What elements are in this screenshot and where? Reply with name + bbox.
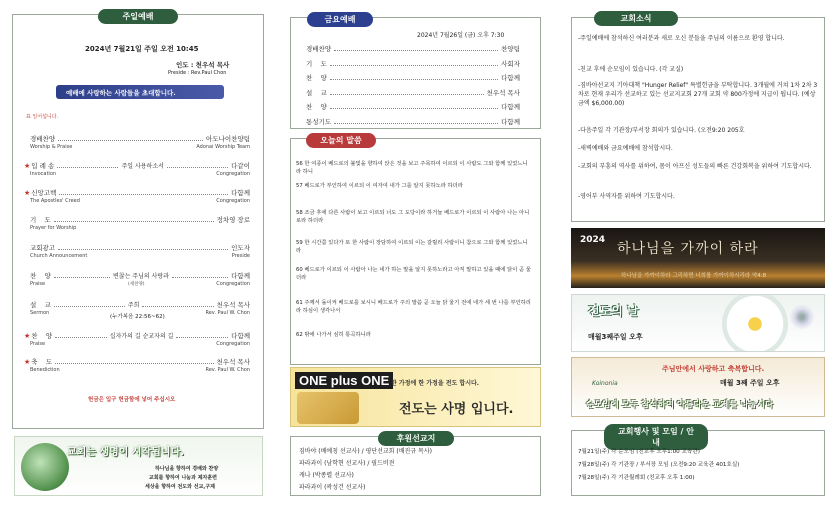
order-item: [24, 188, 250, 204]
friday-order-label: 기 도: [306, 59, 327, 68]
verse-line: 62 밖에 나가서 심히 통곡하니라: [296, 332, 371, 338]
order-label: 신앙고백: [31, 189, 57, 197]
draw-near-sub: 하나님을 가까이하라 그리하면 너희를 가까이하시리라 약4:8: [621, 273, 767, 279]
standing-note: 표 일어섭니다.: [26, 114, 59, 120]
news-item: -교회의 부흥의 역사를 위하여, 몸이 아프신 성도들의 빠른 건강회복을 위하여 기도합시다.: [578, 163, 812, 170]
leader-dots: [57, 167, 118, 168]
evangelism-title: 전도의 날: [588, 304, 639, 318]
news-item: -새벽예배와 금요예배에 참석합시다.: [578, 145, 673, 152]
news-item: -다음주일 각 기관장/부서장 회의가 있습니다. (오전9:20 205호: [578, 127, 745, 134]
news-item: -친교 후에 순모임이 있습니다. (각 교실): [578, 66, 684, 73]
news-item: -영어부 사역자를 위하여 기도합시다.: [578, 193, 675, 200]
friday-order-value: 찬양팀: [501, 45, 520, 53]
order-label: 교회광고: [30, 244, 56, 252]
verse-line: 58 조금 후에 다른 사람이 보고 이르되 너도 그 도당이라 하거늘 베드로가 이르되 이 사람아 나는 아니로라 하더라: [296, 210, 530, 225]
evangelism-banner: [571, 294, 825, 352]
leader-dots: [176, 337, 228, 338]
leader-dots: [55, 363, 213, 364]
family-image: [297, 392, 359, 424]
leader-dots: [334, 50, 498, 51]
stand-star-icon: ★: [24, 358, 31, 366]
order-item: [24, 357, 250, 373]
friday-order-value: 다함께: [501, 103, 520, 111]
preacher: 인도 : 천우석 목사: [176, 61, 230, 69]
order-label: 입 례 송: [31, 162, 55, 170]
koinonia-mid: 매월 3째 주일 오후: [720, 379, 780, 387]
order-item: [30, 215, 250, 231]
order-label: 기 도: [30, 216, 51, 224]
friday-order-label: 경배찬양: [306, 45, 332, 53]
leader-dots: [330, 79, 498, 80]
verse-line: 61 주께서 돌이켜 베드로를 보시니 베드로가 주의 말씀 곧 오늘 닭 울기 전에 네가 세 번 나를 부인하리라 하심이 생각나서: [296, 300, 531, 315]
order-leader: 천우석 목사: [216, 301, 251, 309]
order-label-en: Church Announcement: [30, 253, 88, 259]
friday-order-item: [306, 44, 520, 53]
order-leader: 다함께: [231, 332, 251, 340]
leader-dots: [330, 65, 498, 66]
order-label-en: Praise: [30, 341, 46, 347]
order-title: 변찮는 주님의 사랑과: [113, 273, 169, 280]
sunday-worship-title: 주일예배: [98, 9, 178, 24]
order-leader: 다같이: [231, 162, 250, 170]
order-leader: 다함께: [231, 272, 250, 280]
event-item: 7월28일(주) 각 기관장 / 부서장 모임 (오전9:20 교육관 401호실): [578, 462, 740, 468]
leader-dots: [167, 167, 228, 168]
order-leader: 다함께: [231, 189, 250, 197]
koinonia-banner: [571, 357, 825, 417]
order-leader-en: Congregation: [216, 281, 250, 287]
one-plus-one-main: 전도는 사명 입니다.: [399, 402, 514, 417]
one-plus-one-banner: [290, 367, 541, 427]
friday-order-item: [306, 88, 520, 97]
mission-item: 파라과이 (곽성건 선교사): [299, 484, 366, 491]
friday-worship-title: 금요예배: [307, 12, 373, 27]
draw-near-banner: [571, 228, 825, 288]
order-label: 경배찬양: [30, 135, 56, 143]
preside: Preside : Rev.Paul Chon: [168, 70, 227, 76]
order-leader: 인도자: [231, 244, 250, 252]
leader-dots: [172, 277, 228, 278]
order-label: 찬 양: [30, 272, 51, 280]
friday-order-item: [306, 59, 520, 68]
events-title: 교회행사 및 모임 / 안내: [604, 424, 708, 450]
order-leader-en: Preside: [231, 253, 250, 259]
order-label-en: Sermon: [30, 310, 50, 316]
order-label-en: Praise: [30, 281, 46, 287]
globe-image: [21, 443, 69, 491]
verse-line: 57 베드로가 부인하여 이르되 이 여자여 내가 그를 알지 못하노라 하더라: [296, 183, 463, 189]
dandelion-image: [788, 303, 816, 331]
leader-dots: [58, 140, 203, 141]
order-title: 십자가의 길 순교자의 길: [109, 333, 174, 340]
mission-title: 후원선교지: [378, 431, 454, 446]
order-leader-en: Rev. Paul W. Chon: [205, 367, 250, 373]
leader-dots: [58, 249, 228, 250]
evangelism-sub: 매월3째주일 오후: [588, 333, 643, 341]
order-label: 설 교: [30, 301, 51, 309]
friday-order-label: 설 교: [306, 88, 327, 97]
draw-near-year: 2024: [580, 235, 606, 245]
leader-dots: [54, 221, 214, 222]
order-title: 주일 사용하소서: [121, 163, 164, 170]
daisy-image: [722, 294, 788, 352]
mission-item: 파라과이 (남학현 선교사) / 필드비젼: [299, 460, 395, 467]
event-item: 7월28일(주) 각 기관월례회 (친교후 오후 1:00): [578, 475, 695, 481]
order-label-en: Invocation: [30, 171, 57, 177]
order-item: [30, 134, 250, 150]
leader-dots: [330, 108, 498, 109]
koinonia-top: 주님안에서 사랑하고 축복합니다.: [662, 365, 765, 373]
stand-star-icon: ★: [24, 162, 31, 170]
friday-order-label: 찬 양: [306, 103, 327, 111]
stand-star-icon: ★: [24, 332, 31, 340]
order-label-en: Benediction: [30, 367, 60, 373]
verse-line: 56 한 여종이 베드로의 불빛을 향하여 앉은 것을 보고 주목하여 이르되 이 사람도 그와 함께 있었느니라 하니: [296, 161, 528, 176]
verse-line: 60 베드로가 이르되 이 사람아 나는 네가 하는 말을 알지 못하노라고 아직 말하고 있을 때에 닭이 곧 울더라: [296, 267, 531, 282]
order-leader-en: Rev. Paul W. Chon: [205, 310, 250, 316]
one-plus-one-logo: ONE plus ONE: [295, 372, 393, 389]
order-item: [24, 161, 250, 177]
event-item: 7월21일(주) 각 순모임 (친교후 오후1:00 교육관): [578, 449, 700, 455]
news-item: -주일예배에 참석하신 여러분과 새로 오신 분들을 주님의 이름으로 환영 합니다.: [578, 35, 785, 42]
sunday-date: 2024년 7월21일 주일 오전 10:45: [85, 45, 199, 53]
order-leader-en: Congregation: [216, 171, 250, 177]
draw-near-title: 하나님을 가까이 하라: [617, 241, 759, 257]
church-life-line-2: 교회를 향하여 나눔과 제자훈련: [149, 475, 218, 481]
one-plus-one-sub: 한 가정에 한 가정을 전도 합시다.: [391, 380, 480, 387]
stand-star-icon: ★: [24, 189, 31, 197]
friday-order-value: 사회자: [501, 59, 520, 68]
mission-item: 짐바야 (베예칭 선교사) / 평단선교회 (배진규 목사): [299, 448, 432, 455]
order-item: [24, 331, 251, 347]
koinonia-logo: Koinonia: [592, 380, 618, 387]
friday-order-item: [306, 73, 520, 82]
welcome-text: 예배에 사랑하는 사람들을 초대합니다.: [66, 89, 176, 97]
leader-dots: [55, 337, 107, 338]
order-leader: 아도나이찬양팀: [206, 135, 250, 143]
welcome-banner: [56, 85, 224, 99]
order-leader: 천우석 목사: [216, 358, 250, 366]
sermon-ref: (누가복음 22:56~62): [110, 314, 165, 320]
church-life-title: 교회는 생명이 시작됩니다.: [67, 447, 185, 458]
church-life-banner: [14, 436, 263, 496]
offering-note: 헌금은 입구 헌금함에 넣어 주십시오: [88, 397, 176, 403]
order-leader: 정차영 장로: [216, 216, 250, 224]
news-title: 교회소식: [594, 11, 678, 26]
friday-order-item: [306, 102, 520, 111]
leader-dots: [54, 306, 125, 307]
leader-dots: [330, 94, 484, 95]
leader-dots: [334, 123, 498, 124]
praise-sub: (새찬양): [128, 282, 145, 287]
friday-order-value: 천우석 목사: [486, 88, 520, 97]
friday-order-label: 찬 양: [306, 74, 327, 82]
word-title: 오늘의 말씀: [306, 133, 376, 148]
verse-line: 59 한 시간쯤 있다가 또 한 사람이 장담하여 이르되 이는 갈릴리 사람이니 참으로 그와 함께 있었느니라: [296, 240, 528, 255]
friday-order-value: 다함께: [501, 117, 520, 126]
order-leader-en: Adonai Worship Team: [196, 144, 250, 150]
koinonia-bottom: 순모임에 모두 참석하여 아름다운 교제를 나눕시다: [586, 400, 774, 410]
friday-order-item: [306, 117, 520, 126]
news-item: -짐바아선교지 기아대책 "Hunger Relief" 특별헌금을 부탁합니다. 3개월에 거쳐 1차 2차 3차로 현재 우리가 선교하고 있는 선교지교회 27개 교회 약 800가정에 지급이 됩니다. (예상금액 $6,000.00): [578, 82, 818, 107]
friday-date: 2024년 7월26일 (금) 오후 7:30: [417, 32, 505, 39]
order-title: 주희: [127, 302, 140, 309]
church-life-line-3: 세상을 향하여 전도와 선교,구제: [145, 484, 215, 490]
leader-dots: [142, 306, 213, 307]
order-leader-en: Congregation: [216, 341, 250, 347]
order-label: 축 도: [31, 358, 53, 366]
friday-order-value: 다함께: [501, 74, 520, 82]
order-label-en: The Apostles' Creed: [30, 198, 80, 204]
order-item: [30, 243, 250, 259]
friday-order-label: 통성기도: [306, 117, 332, 126]
church-life-line-1: 하나님을 향하여 경배와 찬양: [155, 466, 219, 472]
mission-item: 캐나 (박종렬 선교사): [299, 472, 354, 479]
leader-dots: [54, 277, 110, 278]
order-label: 찬 양: [31, 332, 53, 340]
leader-dots: [59, 194, 228, 195]
order-label-en: Prayer for Worship: [30, 225, 77, 231]
order-label-en: Worship & Praise: [30, 144, 73, 150]
order-leader-en: Congregation: [216, 198, 250, 204]
